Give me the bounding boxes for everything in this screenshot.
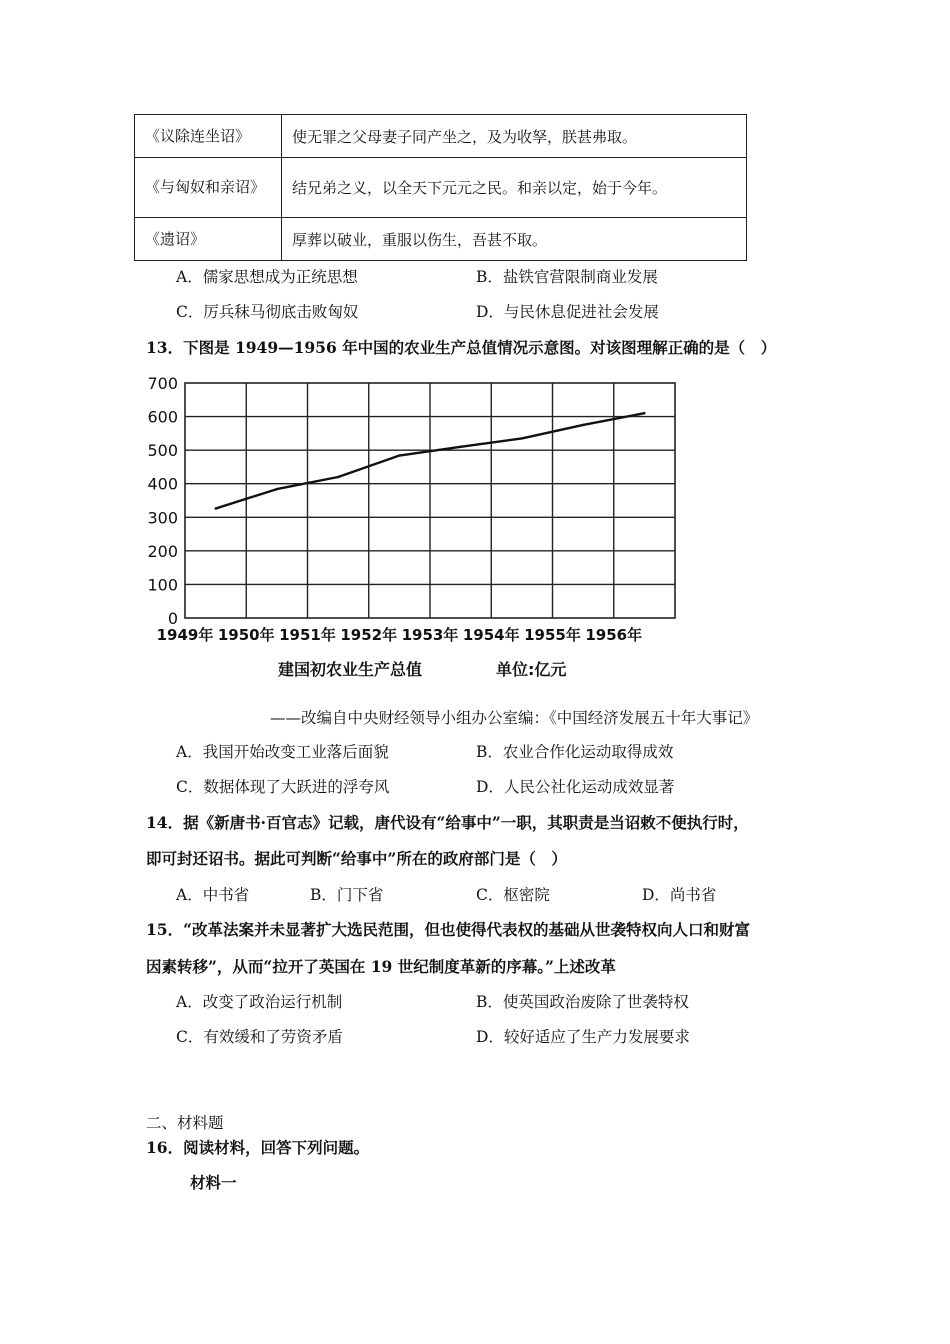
x-tick-label: 1952年 <box>340 626 398 644</box>
q12-option-a[interactable]: A．儒家思想成为正统思想 <box>176 268 358 286</box>
data-point <box>276 488 278 490</box>
edict-table <box>134 114 747 261</box>
q15-option-d[interactable]: D．较好适应了生产力发展要求 <box>476 1028 690 1046</box>
data-point <box>521 437 523 439</box>
table-cell-text: 厚葬以破业，重服以伤生，吾甚不取。 <box>282 218 747 261</box>
y-tick-label: 300 <box>147 508 178 528</box>
table-cell-text: 使无罪之父母妻子同产坐之，及为收孥，朕甚弗取。 <box>282 115 747 158</box>
x-tick-label: 1955年 <box>524 626 581 644</box>
q12-option-c[interactable]: C．厉兵秣马彻底击败匈奴 <box>176 303 359 321</box>
q15-option-c[interactable]: C．有效缓和了劳资矛盾 <box>176 1028 343 1046</box>
chart-unit-label: 单位:亿元 <box>496 660 567 679</box>
x-tick-label: 1949年 <box>156 626 214 644</box>
q13-option-b[interactable]: B．农业合作化运动取得成效 <box>476 743 674 761</box>
q14-stem-line1: 14．据《新唐书·百官志》记载，唐代设有“给事中”一职，其职责是当诏敕不便执行时， <box>146 813 749 832</box>
y-tick-label: 600 <box>147 407 178 427</box>
q14-option-a[interactable]: A．中书省 <box>176 886 250 904</box>
q13-option-a[interactable]: A．我国开始改变工业落后面貌 <box>176 743 389 761</box>
q14-stem-line2: 即可封还诏书。据此可判断“给事中”所在的政府部门是（ ） <box>146 849 567 868</box>
table-row <box>135 115 747 158</box>
x-tick-label: 1950年 <box>217 626 275 644</box>
data-point <box>582 424 584 426</box>
q15-stem-line2: 因素转移”，从而“拉开了英国在 19 世纪制度革新的序幕。”上述改革 <box>146 957 616 976</box>
q13-stem: 13．下图是 1949—1956 年中国的农业生产总值情况示意图。对该图理解正确的是（ ） <box>146 338 777 357</box>
table-row <box>135 218 747 261</box>
q15-option-a[interactable]: A．改变了政治运行机制 <box>176 993 343 1011</box>
q13-option-c[interactable]: C．数据体现了大跃进的浮夸风 <box>176 778 390 796</box>
x-tick-label: 1954年 <box>462 626 520 644</box>
q14-option-b[interactable]: B．门下省 <box>310 886 384 904</box>
table-cell-title: 《议除连坐诏》 <box>135 115 282 158</box>
x-tick-label: 1953年 <box>401 626 459 644</box>
y-tick-label: 100 <box>147 575 178 595</box>
section-heading: 二、材料题 <box>146 1114 224 1132</box>
x-tick-label: 1956年 <box>585 626 643 644</box>
q12-option-b[interactable]: B．盐铁官营限制商业发展 <box>476 268 658 286</box>
chart-title: 建国初农业生产总值 <box>278 660 423 679</box>
table-cell-text: 结兄弟之义，以全天下元元之民。和亲以定，始于今年。 <box>282 158 747 218</box>
table-cell-title: 《与匈奴和亲诏》 <box>135 158 282 218</box>
data-point <box>398 454 400 456</box>
y-tick-label: 400 <box>147 474 178 494</box>
table-cell-title: 《遗诏》 <box>135 218 282 261</box>
y-tick-label: 0 <box>167 609 178 628</box>
data-point <box>337 476 339 478</box>
y-tick-label: 200 <box>147 541 178 561</box>
material-label: 材料一 <box>190 1173 237 1192</box>
table-row <box>135 158 747 218</box>
data-point <box>214 507 216 509</box>
y-tick-label: 700 <box>147 374 178 393</box>
q13-option-d[interactable]: D．人民公社化运动成效显著 <box>476 778 675 796</box>
x-tick-label: 1951年 <box>279 626 336 644</box>
q15-stem-line1: 15．“改革法案并未显著扩大选民范围，但也使得代表权的基础从世袭特权向人口和财富 <box>146 920 750 939</box>
chart-source: ——改编自中央财经领导小组办公室编：《中国经济发展五十年大事记》 <box>270 709 759 727</box>
q14-option-d[interactable]: D．尚书省 <box>642 886 717 904</box>
y-tick-label: 500 <box>147 441 178 461</box>
data-point <box>643 412 645 414</box>
agriculture-output-chart <box>140 370 700 690</box>
q16-stem: 16．阅读材料，回答下列问题。 <box>146 1138 370 1157</box>
q12-option-d[interactable]: D．与民休息促进社会发展 <box>476 303 659 321</box>
q14-option-c[interactable]: C．枢密院 <box>476 886 550 904</box>
data-point <box>459 446 461 448</box>
q15-option-b[interactable]: B．使英国政治废除了世袭特权 <box>476 993 689 1011</box>
